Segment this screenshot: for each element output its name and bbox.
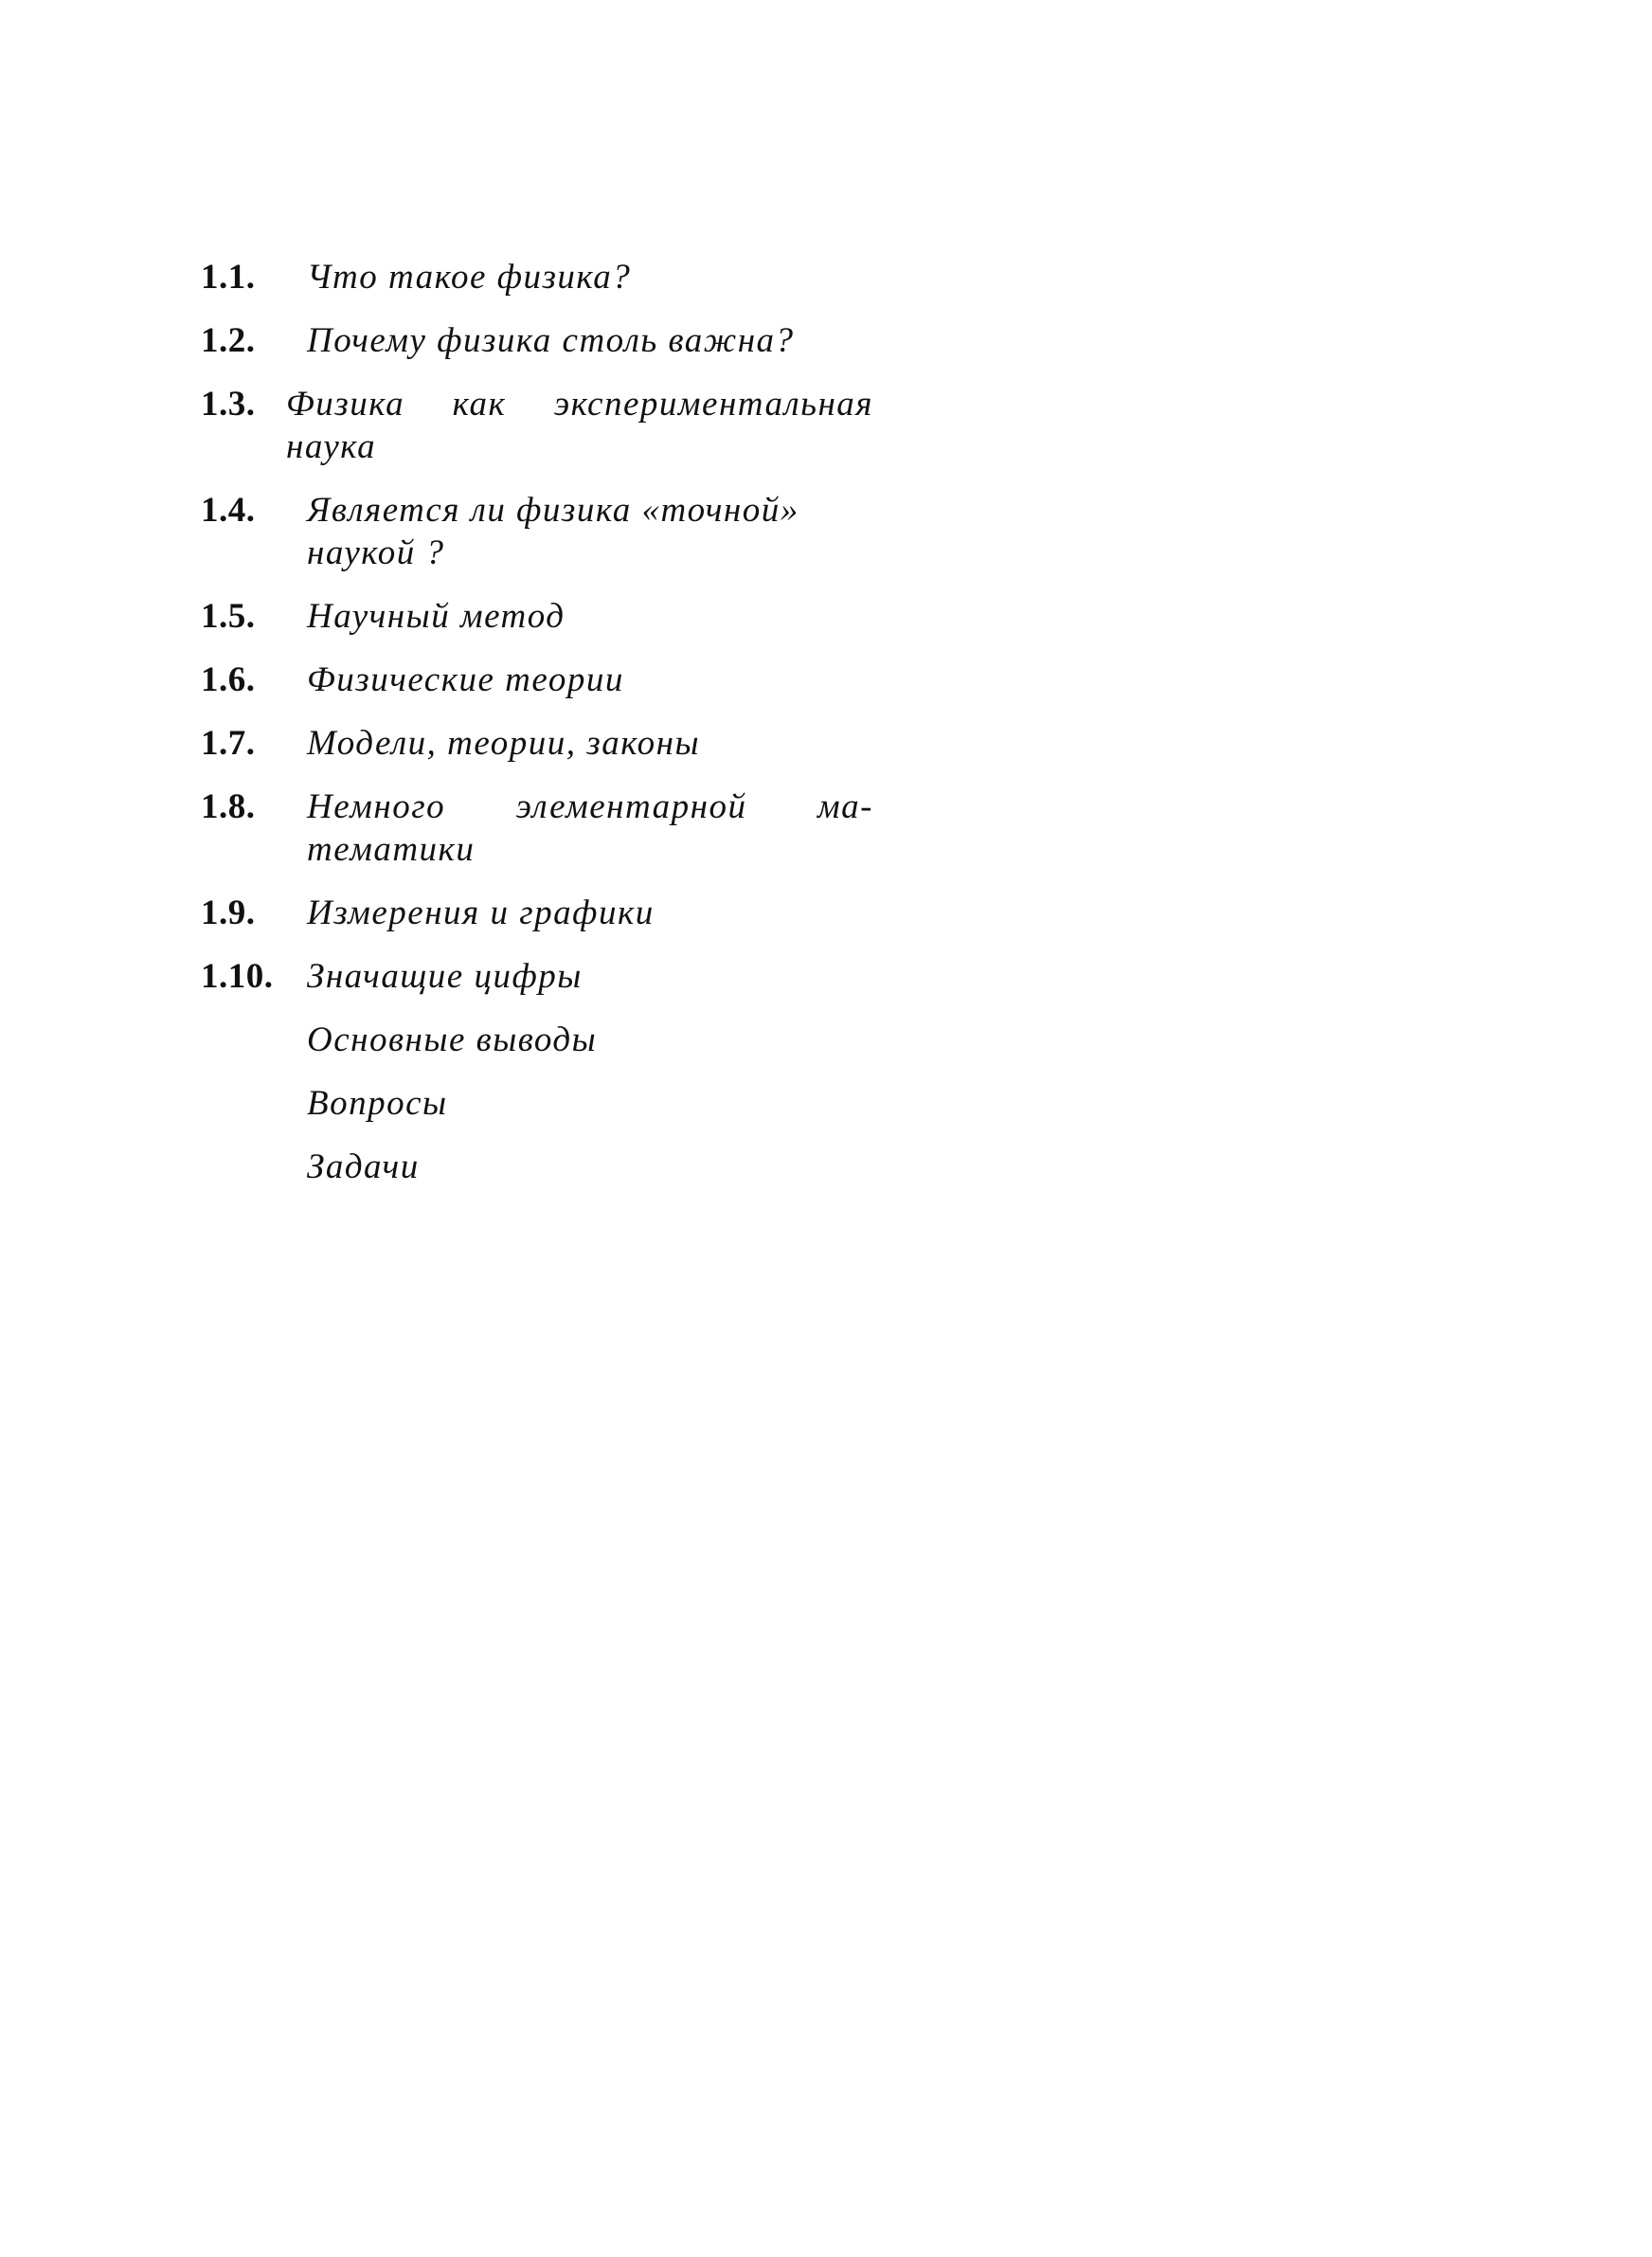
section-title: Немного элементарной ма- тематики (307, 787, 873, 869)
section-title: Что такое физика? (307, 258, 632, 297)
toc-item[interactable] (201, 319, 873, 362)
section-number: 1.9. (201, 894, 256, 932)
toc-extra-item[interactable] (201, 1082, 873, 1125)
section-title: Модели, теории, законы (307, 724, 701, 763)
section-title: Физика как экспериментальная наука (286, 385, 873, 466)
summary-title: Основные выводы (307, 1020, 598, 1059)
toc-extra-item[interactable] (201, 1146, 873, 1188)
problems-title: Задачи (307, 1147, 420, 1186)
toc-item[interactable] (201, 659, 873, 701)
section-title: Научный метод (307, 597, 566, 636)
section-title: Физические теории (307, 660, 624, 699)
section-number: 1.2. (201, 321, 256, 360)
section-title: Значащие цифры (307, 957, 583, 996)
section-title: Измерения и графики (307, 894, 655, 932)
section-title: Почему физика столь важна? (307, 321, 795, 360)
section-number: 1.10. (201, 957, 274, 996)
toc-item[interactable] (201, 595, 873, 638)
toc-item[interactable] (201, 892, 873, 934)
section-number: 1.6. (201, 660, 256, 699)
table-of-contents (201, 256, 873, 1209)
section-number: 1.5. (201, 597, 256, 636)
section-number: 1.4. (201, 491, 256, 530)
section-number: 1.1. (201, 258, 256, 297)
toc-item[interactable] (201, 785, 873, 871)
section-number: 1.3. (201, 385, 256, 424)
toc-item[interactable] (201, 256, 873, 298)
section-title: Является ли физика «точной» наукой ? (307, 491, 799, 572)
toc-extra-item[interactable] (201, 1019, 873, 1061)
section-number: 1.7. (201, 724, 256, 763)
toc-item[interactable] (201, 383, 873, 468)
toc-item[interactable] (201, 955, 873, 998)
section-number: 1.8. (201, 787, 256, 826)
questions-title: Вопросы (307, 1084, 448, 1123)
toc-item[interactable] (201, 489, 873, 574)
toc-item[interactable] (201, 722, 873, 765)
